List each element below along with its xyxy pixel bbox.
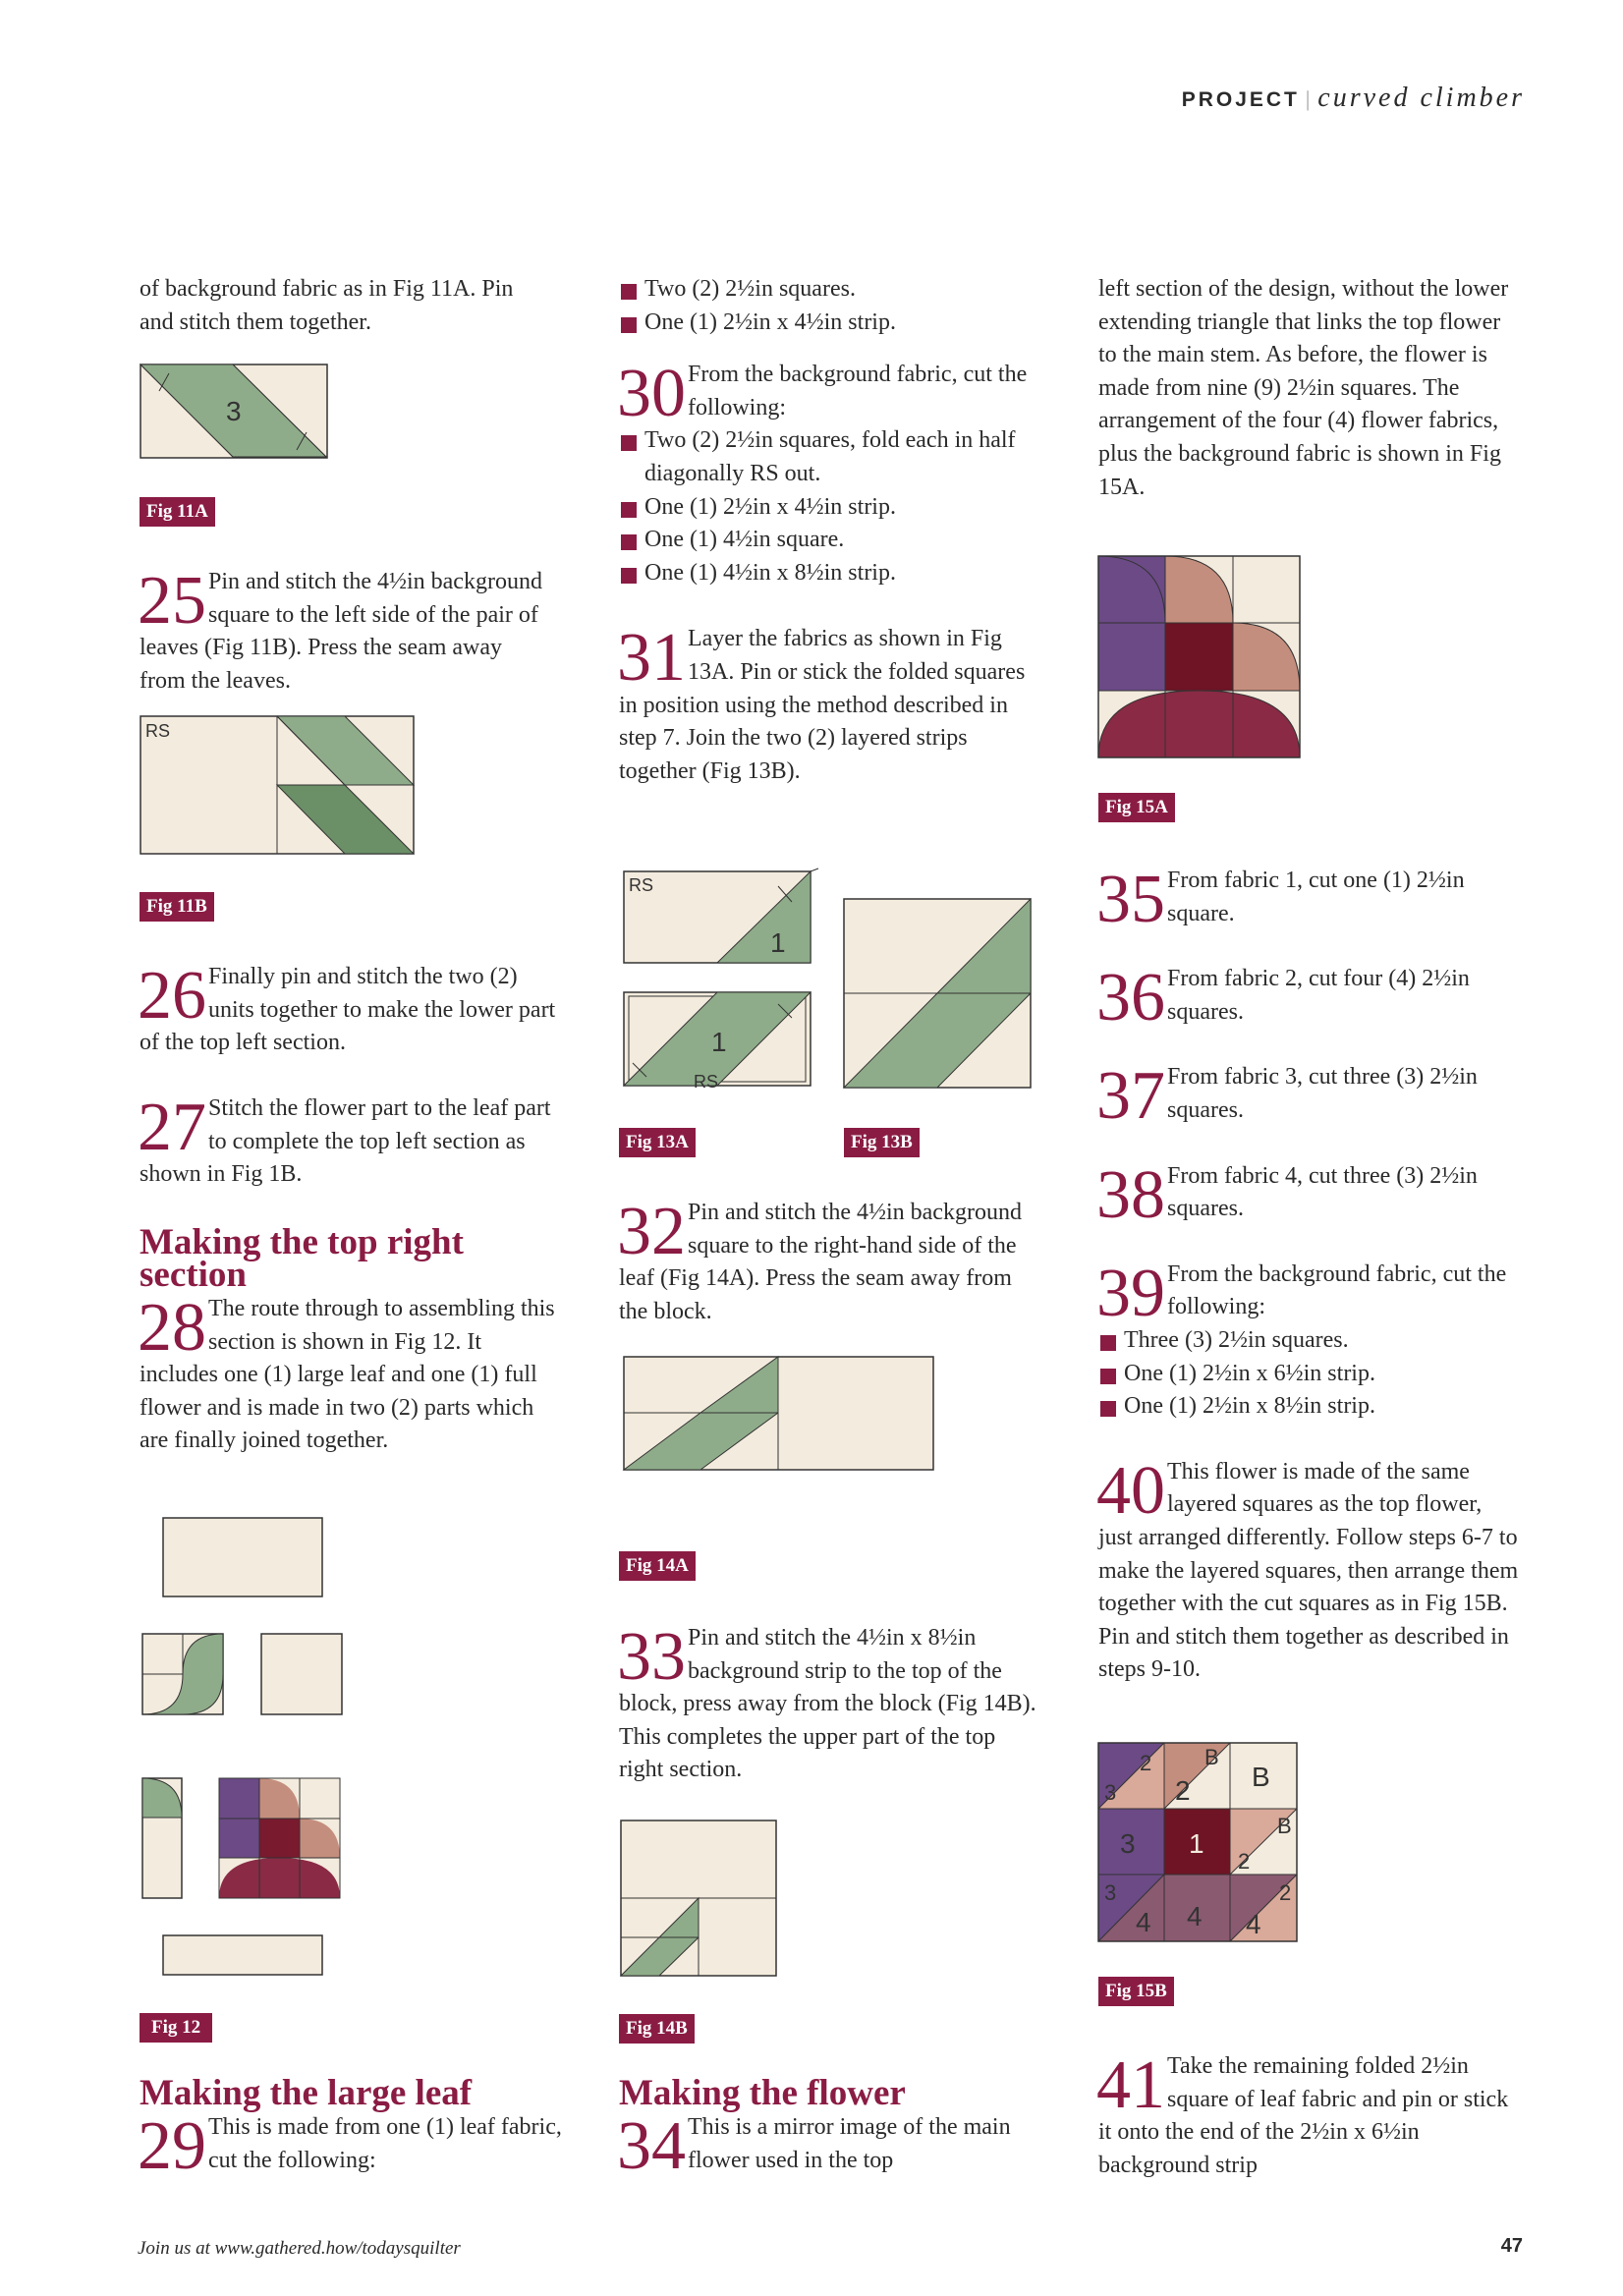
step-number: 28 (138, 1290, 206, 1366)
step-text: The route through to assembling this section is shown in Fig 12. It includes one (1) large leaf and one (1) full flower and is made in two (2) parts which are finally joined together. (140, 1296, 555, 1454)
svg-text:4: 4 (1136, 1907, 1151, 1937)
header-separator: | (1305, 86, 1313, 111)
svg-text:B: B (1204, 1745, 1219, 1769)
step-33 (617, 1619, 1041, 1787)
step-text: From the background fabric, cut the following: (688, 362, 1028, 420)
step-number: 38 (1096, 1156, 1165, 1233)
bullet-item: One (1) 2½in x 4½in strip. (619, 307, 1041, 340)
svg-text:1: 1 (1189, 1828, 1204, 1859)
svg-text:3: 3 (1120, 1828, 1136, 1859)
bullet-item: One (1) 2½in x 4½in strip. (619, 491, 1041, 525)
section-heading: Making the top right section (140, 1222, 464, 1295)
step-number: 36 (1096, 960, 1165, 1036)
section-label: PROJECT (1181, 88, 1300, 111)
step-number: 40 (1096, 1452, 1165, 1529)
step-number: 27 (138, 1090, 206, 1165)
bullet-item: Two (2) 2½in squares, fold each in half diagonally RS out. (619, 424, 1041, 490)
step-number: 37 (1096, 1058, 1165, 1135)
svg-text:RS: RS (694, 1072, 719, 1092)
svg-text:3: 3 (1104, 1880, 1117, 1905)
bullet-item: Two (2) 2½in squares. (619, 273, 1041, 307)
step-text: This flower is made of the same layered squares as the top flower, just arranged differently. Follow steps 6-7 to make the layered squares, then arrange them together with the cut squares as in Fig 15B. Pin and stitch them together as described in steps 9-10. (1098, 1458, 1519, 1683)
steps-35-38 (1096, 862, 1521, 1687)
fig-14a-label: Fig 14A (619, 1551, 696, 1581)
step-number: 34 (617, 2108, 686, 2184)
bullet-item: One (1) 2½in x 8½in strip. (1098, 1390, 1521, 1424)
step-text: From fabric 3, cut three (3) 2½in squares. (1167, 1064, 1478, 1123)
svg-text:4: 4 (1187, 1901, 1203, 1932)
step-text: This is a mirror image of the main flower used in the top (688, 2114, 1011, 2173)
step-32 (617, 1194, 1041, 1328)
fig-14b-label: Fig 14B (619, 2014, 695, 2044)
fig-11a-label: Fig 11A (140, 497, 215, 527)
svg-text:1: 1 (770, 927, 786, 958)
fig-15a-label: Fig 15A (1098, 793, 1175, 822)
step-text: From fabric 1, cut one (1) 2½in square. (1167, 868, 1465, 926)
step-number: 39 (1096, 1255, 1165, 1331)
bullet-item: One (1) 4½in x 8½in strip. (619, 557, 1041, 590)
column-1 (140, 273, 552, 339)
fig-11b-diagram (140, 715, 417, 858)
step-number: 35 (1096, 862, 1165, 937)
intro-text: of background fabric as in Fig 11A. Pin and stitch them together. (140, 276, 514, 335)
column-3-intro (1098, 273, 1521, 504)
svg-text:RS: RS (629, 875, 654, 895)
svg-text:2: 2 (1175, 1775, 1191, 1806)
fig-13b-label: Fig 13B (844, 1128, 920, 1157)
section-heading: Making the large leaf (140, 2073, 473, 2113)
svg-text:B: B (1277, 1814, 1292, 1838)
intro-text: left section of the design, without the lower extending triangle that links the top flower to the main stem. As before, the flower is made from nine (9) 2½in squares. The arrangement of the four (4) flower fabrics, plus the background fabric is shown in Fig 15A. (1098, 276, 1509, 500)
svg-text:1: 1 (711, 1027, 727, 1057)
fig-11a-diagram (140, 364, 331, 462)
fig-13b-diagram (843, 898, 1035, 1094)
step-text: From the background fabric, cut the following: (1167, 1260, 1507, 1320)
svg-text:2: 2 (1238, 1849, 1251, 1874)
fig-15b-diagram (1098, 1743, 1300, 1944)
running-header (1182, 83, 1525, 114)
step-text: Take the remaining folded 2½in square of leaf fabric and pin or stick it onto the end of the 2½in x 6½in background strip (1098, 2053, 1509, 2178)
fig-11a-number: 3 (226, 396, 242, 426)
section-top-right (138, 1222, 562, 1458)
svg-text:2: 2 (1140, 1751, 1152, 1775)
step-text: From fabric 4, cut three (3) 2½in squares. (1167, 1162, 1478, 1222)
step-number: 30 (617, 356, 686, 432)
step-25 (138, 563, 552, 698)
step-text: Pin and stitch the 4½in x 8½in background strip to the top of the block, press away from the block (Fig 14B). This completes the upper part of the top right section. (619, 1625, 1036, 1783)
fig-13a-diagram (623, 867, 819, 1092)
fig-13a-label: Fig 13A (619, 1128, 696, 1157)
step-number: 29 (138, 2108, 206, 2184)
step-27 (140, 1092, 562, 1192)
step-number: 25 (138, 563, 206, 639)
step-26 (138, 958, 562, 1060)
rs-label: RS (145, 721, 171, 741)
fig-12-label: Fig 12 (140, 2013, 212, 2043)
fig-12-diagram (140, 1518, 356, 1980)
fig-11b-label: Fig 11B (140, 892, 214, 922)
step-text: Stitch the flower part to the leaf part to complete the top left section as shown in Fig 1B. (140, 1095, 551, 1188)
svg-text:2: 2 (1279, 1880, 1292, 1905)
bullet-item: One (1) 2½in x 6½in strip. (1098, 1358, 1521, 1391)
step-text: Finally pin and stitch the two (2) units together to make the lower part of the top left section. (140, 964, 556, 1056)
step-number: 32 (617, 1194, 686, 1269)
step-text: From fabric 2, cut four (4) 2½in squares. (1167, 966, 1470, 1025)
svg-text:3: 3 (1104, 1780, 1117, 1805)
page-number: 47 (1500, 2235, 1523, 2257)
svg-text:B: B (1252, 1762, 1270, 1792)
fig-15b-label: Fig 15B (1098, 1977, 1174, 2006)
step-text: This is made from one (1) leaf fabric, cut the following: (208, 2114, 562, 2173)
step-number: 41 (1096, 2047, 1165, 2123)
step-text: Layer the fabrics as shown in Fig 13A. Pin or stick the folded squares in position using the method described in step 7. Join the two (2) layered strips together (Fig 13B). (619, 626, 1026, 784)
footer-link[interactable]: Join us at www.gathered.how/todaysquilter (138, 2238, 461, 2259)
bullet-item: One (1) 4½in square. (619, 524, 1041, 557)
section-heading: Making the flower (619, 2073, 906, 2113)
section-flower (617, 2073, 1041, 2184)
section-large-leaf (138, 2073, 562, 2184)
step-number: 31 (617, 620, 686, 697)
step-41 (1096, 2047, 1521, 2182)
step-text: Pin and stitch the 4½in background square to the left side of the pair of leaves (Fig 11B). Press the seam away from the leaves. (140, 569, 542, 694)
step-number: 33 (617, 1619, 686, 1695)
fig-14a-diagram (623, 1356, 937, 1474)
column-2-top (619, 273, 1041, 788)
step-text: Pin and stitch the 4½in background square to the right-hand side of the leaf (Fig 14A). Press the seam away from the block. (619, 1200, 1022, 1324)
step-number: 26 (138, 958, 206, 1034)
project-title: curved climber (1317, 83, 1525, 113)
svg-text:4: 4 (1246, 1909, 1261, 1939)
fig-15a-diagram (1098, 556, 1305, 762)
bullet-item: Three (3) 2½in squares. (1098, 1324, 1521, 1358)
fig-14b-diagram (620, 1820, 787, 1982)
